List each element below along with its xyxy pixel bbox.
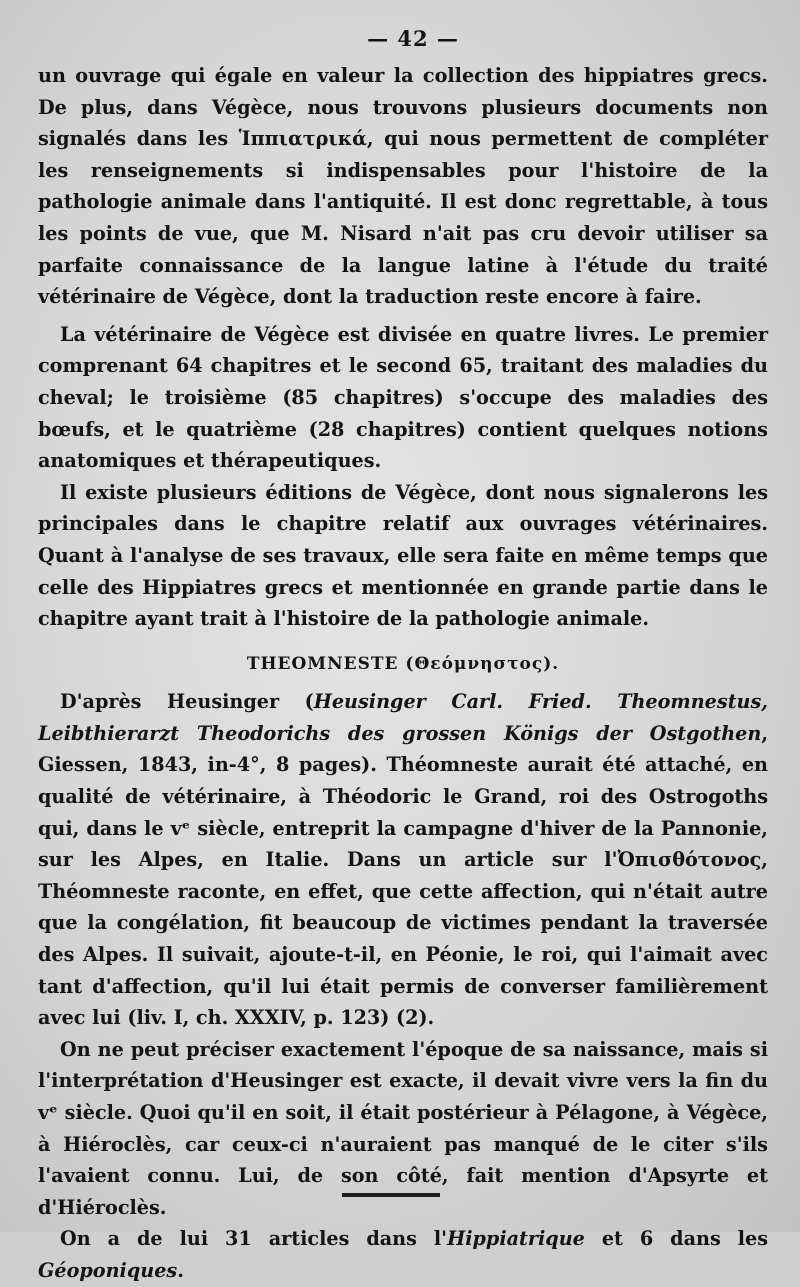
paragraph-6-hippiatrique: Hippiatrique <box>447 1227 585 1251</box>
paragraph-4 <box>38 686 768 1034</box>
paragraph-4-body: , Giessen, 1843, in-4°, 8 pages). Théomneste aurait été attaché, en qualité de vétérinaire, à Théodoric le Grand, roi des Ostrogoths qui, dans le vᵉ siècle, entreprit la campagne d'hiver de la Pannonie, sur les Alpes, en Italie. Dans un article sur l'Ὀπισθότονος, Théomneste raconte, en effet, que cette affection, qui n'était autre que la congélation, fit beaucoup de victimes pendant la traversée des Alpes. Il suivait, ajoute-t-il, en Péonie, le roi, qui l'aimait avec tant d'affection, qu'il lui était permis de converser familièrement avec lui (liv. I, ch. XXXIV, p. 123) (2). <box>38 721 768 1030</box>
paragraph-6-geoponiques: Géoponiques <box>38 1258 178 1282</box>
paragraph-1: un ouvrage qui égale en valeur la collection des hippiatres grecs. De plus, dans Végèce, nous trouvons plusieurs documents non signalés dans les Ἱππιατρικά, qui nous permettent de compléter les renseignements si indispensables pour l'histoire de la pathologie animale dans l'antiquité. Il est donc regrettable, à tous les points de vue, que M. Nisard n'ait pas cru devoir utiliser sa parfaite connaissance de la langue latine à l'étude du traité vétérinaire de Végèce, dont la traduction reste encore à faire. <box>38 64 768 309</box>
paragraph-6 <box>38 1223 768 1286</box>
paragraph-4-citation: Heusinger Carl. Fried. Theomnestus, Leibthierarzt Theodorichs des grossen Königs der Ostgothen <box>38 690 768 745</box>
paragraph-5: On ne peut préciser exactement l'époque de sa naissance, mais si l'interprétation d'Heusinger est exacte, il devait vivre vers la fin du vᵉ siècle. Quoi qu'il en soit, il était postérieur à Pélagone, à Végèce, à Hiéroclès, car ceux-ci n'auraient pas manqué de le citer s'ils l'avaient connu. Lui, de son côté, fait mention d'Apsyrte et d'Hiéroclès. <box>38 1037 768 1219</box>
paragraph-3: Il existe plusieurs éditions de Végèce, dont nous signalerons les principales dans le chapitre relatif aux ouvrages vétérinaires. Quant à l'analyse de ses travaux, elle sera faite en même temps que celle des Hippiatres grecs et mentionnée en grande partie dans le chapitre ayant trait à l'histoire de la pathologie animale. <box>38 480 768 631</box>
footer-rule <box>342 1193 440 1197</box>
section-heading: THEOMNESTE (Θεόμνηστος). <box>246 653 560 674</box>
paragraph-6-text-a: On a de lui 31 articles dans l' <box>60 1227 448 1251</box>
paragraph-4-intro: D'après Heusinger ( <box>60 690 314 714</box>
body-text <box>38 60 768 1287</box>
page-number: — 42 — <box>367 26 459 51</box>
paragraph-2: La vétérinaire de Végèce est divisée en quatre livres. Le premier comprenant 64 chapitres et le second 65, traitant des maladies du cheval; le troisième (85 chapitres) s'occupe des maladies des bœufs, et le quatrième (28 chapitres) contient quelques notions anatomiques et thérapeutiques. <box>38 322 768 473</box>
paragraph-6-text-b: et 6 dans les <box>584 1227 769 1251</box>
paragraph-6-period: . <box>177 1258 184 1282</box>
